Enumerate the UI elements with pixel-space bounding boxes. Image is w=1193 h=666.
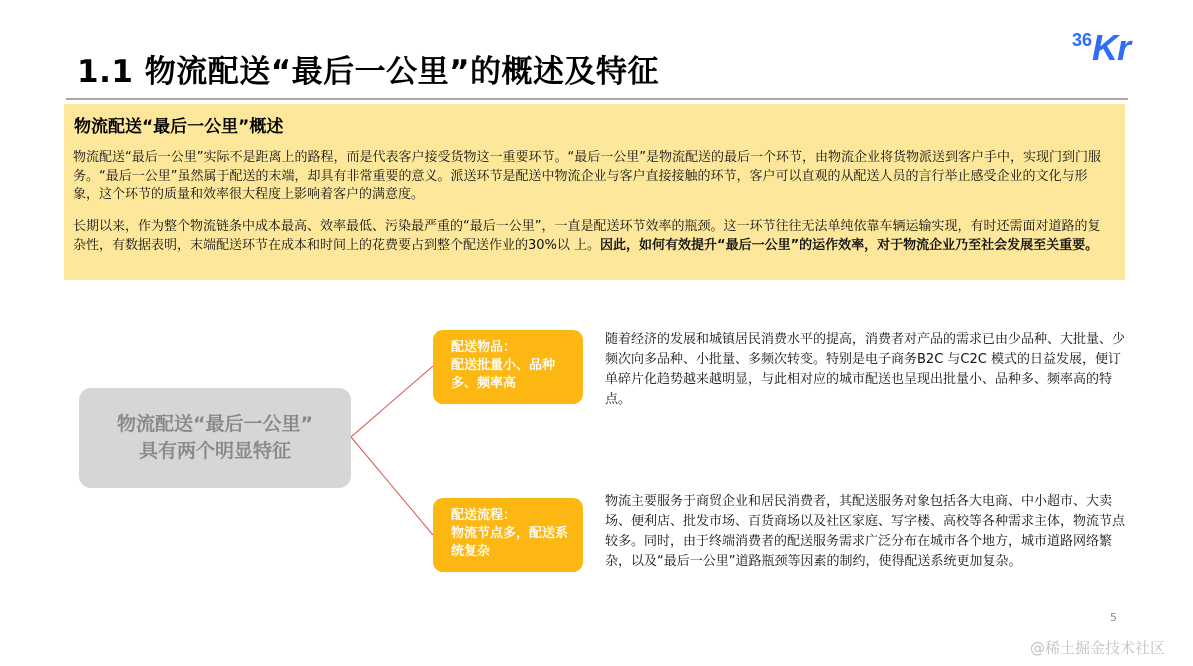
page-number: 5 — [1110, 611, 1117, 624]
overview-paragraph-2-emphasis: 因此，如何有效提升“最后一公里”的运作效率，对于物流企业乃至社会发展至关重要。 — [600, 237, 1099, 253]
page-title: 1.1 物流配送“最后一公里”的概述及特征 — [77, 54, 659, 90]
overview-paragraph-2-text: 长期以来，作为整个物流链条中成本最高、效率最低、污染最严重的“最后一公里”，一直是配送环节效率的瓶颈。这一环节往往无法单纯依靠车辆运输实现，有时还需面对道路的复杂性，有数据表明，末端配送环节在成本和时间上的花费要占到整个配送作业的30%以 上。 — [73, 219, 1101, 253]
logo-number: 36 — [1072, 30, 1093, 50]
feature-label-process-title: 配送流程： — [451, 508, 517, 523]
center-line-1: 物流配送“最后一公里” — [117, 413, 313, 435]
feature-label-items — [433, 330, 583, 404]
overview-paragraph-1: 物流配送“最后一公里”实际不是距离上的路程，而是代表客户接受货物这一重要环节。“最后一公里”是物流配送的最后一个环节，由物流企业将货物派送到客户手中，实现门到门服务。“最后一公里”虽然属于配送的末端，却具有非常重要的意义。派送环节是配送中物流企业与客户直接接触的环节，客户可以直观的从配送人员的言行举止感受企业的文化与形象，这个环节的质量和效率很大程度上影响着客户的满意度。 — [73, 150, 1101, 202]
logo-letters: Kr — [1092, 27, 1131, 68]
overview-heading: 物流配送“最后一公里”概述 — [74, 117, 284, 137]
feature-label-process-body: 物流节点多，配送系统复杂 — [451, 526, 569, 559]
connector-line-top — [351, 366, 433, 437]
feature-label-items-body: 配送批量小、品种多、频率高 — [451, 358, 556, 391]
feature-description-process: 物流主要服务于商贸企业和居民消费者，其配送服务对象包括各大电商、中小超市、大卖场、便利店、批发市场、百货商场以及社区家庭、写字楼、高校等各种需求主体，物流节点较多。同时，由于终端消费者的配送服务需求广泛分布在城市各个地方，城市道路网络繁杂，以及“最后一公里”道路瓶颈等因素的制约，使得配送系统更加复杂。 — [605, 494, 1126, 569]
center-feature-box — [79, 388, 351, 488]
feature-description-items: 随着经济的发展和城镇居民消费水平的提高，消费者对产品的需求已由少品种、大批量、少频次向多品种、小批量、多频次转变。特别是电子商务B2C 与C2C 模式的日益发展，便订单碎片化趋势越来越明显，与此相对应的城市配送也呈现出批量小、品种多、频率高的特点。 — [605, 332, 1126, 407]
feature-label-process — [433, 498, 583, 572]
feature-label-items-title: 配送物品： — [451, 340, 517, 355]
center-line-2: 具有两个明显特征 — [138, 440, 291, 462]
connector-line-bottom — [351, 437, 433, 535]
watermark: @稀土掘金技术社区 — [1030, 639, 1166, 657]
